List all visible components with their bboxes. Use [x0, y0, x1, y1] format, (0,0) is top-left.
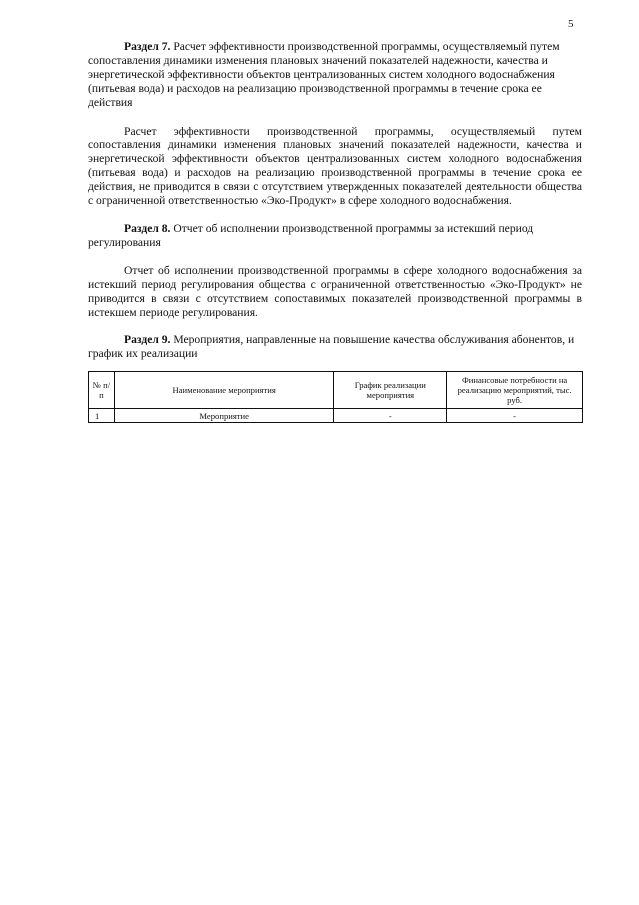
table-header-row	[89, 372, 583, 409]
section7-heading	[88, 40, 582, 110]
page-number: 5	[568, 18, 574, 30]
cell-number: 1	[89, 409, 115, 423]
header-financial-needs: Финансовые потребности на реализацию мероприятий, тыс. руб.	[447, 372, 583, 409]
section7-title: Расчет эффективности производственной программы, осуществляемый путем сопоставления динамики изменения плановых значений показателей надежности, качества и энергетической эффективности объектов централизованных систем холодного водоснабжения (питьевая вода) и расходов на реализацию производственной программы в течение срока ее действия	[88, 40, 560, 109]
document-content	[88, 40, 582, 423]
table-row	[89, 409, 583, 423]
section7-body: Расчет эффективности производственной программы, осуществляемый путем сопоставления динамики изменения плановых значений показателей надежности, качества и энергетической эффективности объектов централизованных систем холодного водоснабжения (питьевая вода) и расходов на реализацию производственной программы в течение срока ее действия, не приводится в связи с отсутствием утвержденных показателей деятельности общества с ограниченной ответственностью «Эко-Продукт» в сфере холодного водоснабжения.	[88, 124, 582, 208]
section9-label: Раздел 9.	[124, 333, 171, 347]
section8-heading	[88, 222, 582, 250]
section8-body: Отчет об исполнении производственной программы в сфере холодного водоснабжения за истекший период регулирования общества с ограниченной ответственностью «Эко-Продукт» не приводится в связи с отсутствием сопоставимых показателей производственной программы в истекшем периоде регулирования.	[88, 263, 582, 319]
header-number: № п/п	[89, 372, 115, 409]
cell-event-name: Мероприятие	[114, 409, 333, 423]
header-schedule: График реализации мероприятия	[334, 372, 447, 409]
cell-financial-needs: -	[447, 409, 583, 423]
section8-label: Раздел 8.	[124, 221, 171, 235]
section9-heading	[88, 333, 582, 361]
cell-schedule: -	[334, 409, 447, 423]
header-event-name: Наименование мероприятия	[114, 372, 333, 409]
section9-title: Мероприятия, направленные на повышение качества обслуживания абонентов, и график их реализации	[88, 333, 575, 361]
section8-title: Отчет об исполнении производственной программы за истекший период регулирования	[88, 221, 534, 249]
events-table	[88, 371, 583, 423]
section7-label: Раздел 7.	[124, 40, 171, 53]
